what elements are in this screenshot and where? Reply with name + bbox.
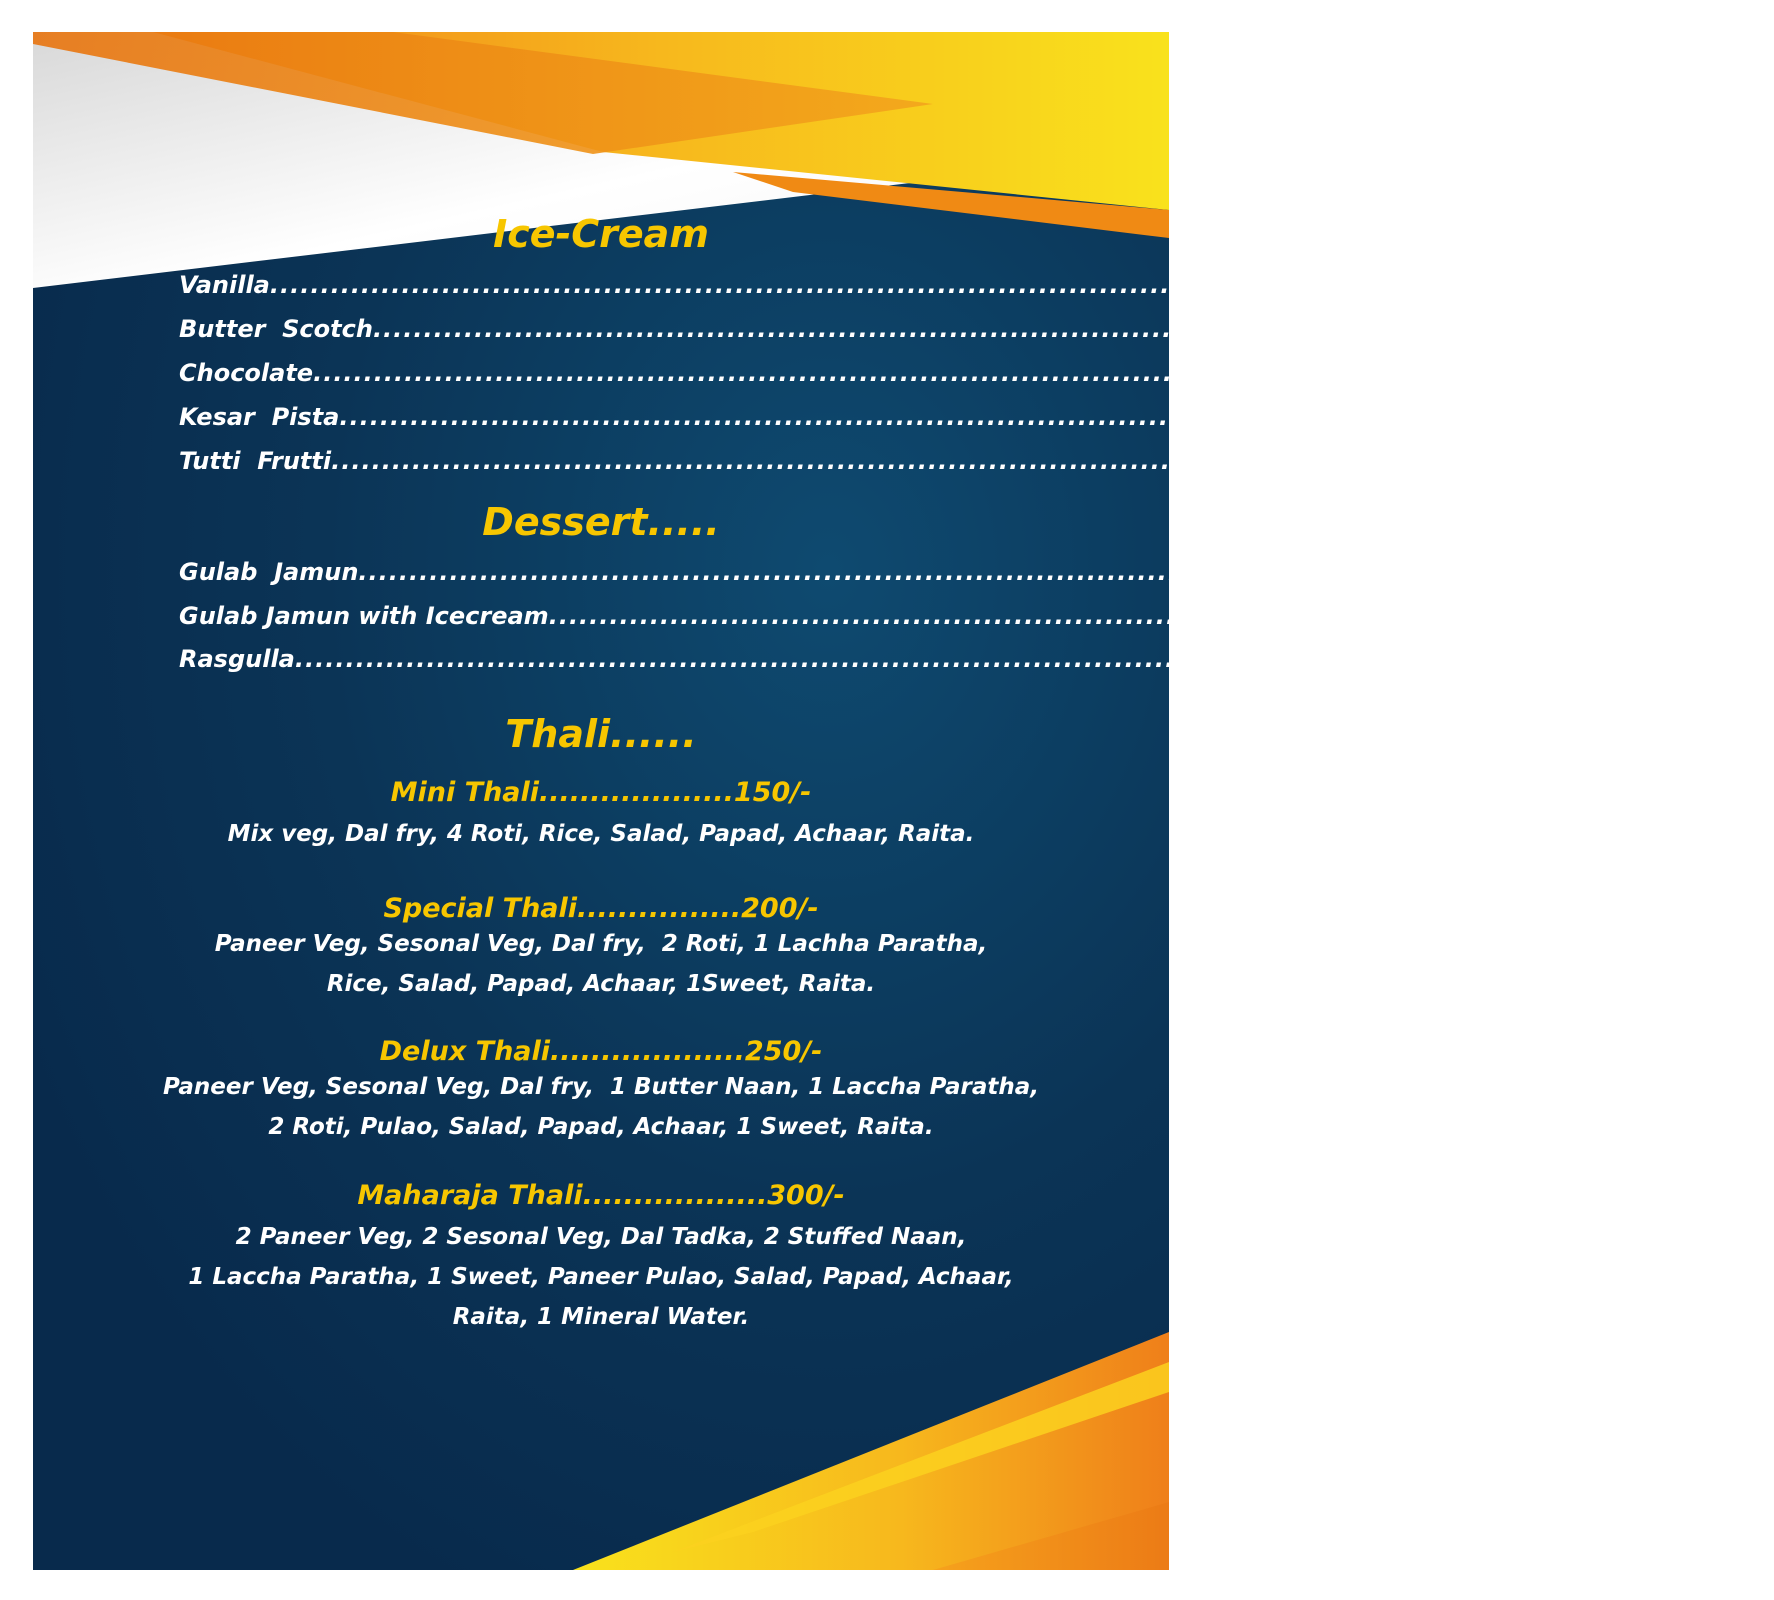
menu-item-kesar-pista [179,401,1566,433]
ice-cream-title: Ice-Cream [493,212,709,256]
menu-item-gulab-jamun-icecream [179,600,1774,632]
delux-thali-line-2: 2 Roti, Pulao, Salad, Papad, Achaar, 1 Sweet, Raita. [268,1114,934,1140]
delux-thali-heading: Delux Thali...................250/- [379,1036,823,1067]
maharaja-thali-line-1: 2 Paneer Veg, 2 Sesonal Veg, Dal Tadka, 2 Stuffed Naan, [235,1224,967,1250]
menu-item-tutti-frutti [179,445,1557,477]
thali-title: Thali...... [505,712,697,756]
dot-leader: .................................................................................................................... [372,315,1547,343]
item-price: 50/- [1443,271,1496,299]
mini-thali-line-1: Mix veg, Dal fry, 4 Roti, Rice, Salad, Papad, Achaar, Raita. [227,821,975,847]
dessert-title: Dessert..... [482,500,720,544]
delux-thali-line-1: Paneer Veg, Sesonal Veg, Dal fry, 1 Butter Naan, 1 Laccha Paratha, [163,1074,1039,1100]
dot-leader: .................................................................................................................... [313,359,1487,387]
item-name: Tutti Frutti [179,447,332,475]
dot-leader: .................................................................................................................... [269,271,1444,299]
item-name: Chocolate [179,359,314,387]
item-name: Vanilla [179,271,270,299]
item-name: Gulab Jamun with Icecream [179,602,549,630]
maharaja-thali-heading: Maharaja Thali..................300/- [357,1180,845,1211]
menu-item-gulab-jamun [179,556,1585,588]
item-name: Kesar Pista [179,403,340,431]
special-thali-heading: Special Thali................200/- [383,893,819,924]
menu-content [33,32,1774,1570]
item-price: 25/- [1532,558,1585,586]
menu-item-rasgulla [179,643,1521,675]
dot-leader: .................................................................................................................... [339,403,1513,431]
menu-item-chocolate [179,357,1539,389]
item-name: Gulab Jamun [179,558,359,586]
item-name: Rasgulla [179,645,295,673]
maharaja-thali-line-2: 1 Laccha Paratha, 1 Sweet, Paneer Pulao, Salad, Papad, Achaar, [188,1264,1014,1290]
item-price: 70/- [1546,315,1599,343]
special-thali-line-1: Paneer Veg, Sesonal Veg, Dal fry, 2 Roti, 1 Lachha Paratha, [214,931,988,957]
mini-thali-heading: Mini Thali...................150/- [390,777,812,808]
menu-card [33,32,1774,1570]
dot-leader: .................................................................................................................... [358,558,1532,586]
dot-leader: .................................................................................................................... [294,645,1469,673]
dot-leader: .................................................................................................................... [331,447,1505,475]
dot-leader: .................................................................................................................... [548,602,1723,630]
menu-item-vanilla [179,269,1496,301]
item-name: Butter Scotch [179,315,373,343]
item-price: 70/- [1486,359,1539,387]
item-price: 25/- [1468,645,1521,673]
menu-item-butter-scotch [179,313,1599,345]
maharaja-thali-line-3: Raita, 1 Mineral Water. [452,1304,750,1330]
item-price: 50/- [1722,602,1774,630]
special-thali-line-2: Rice, Salad, Papad, Achaar, 1Sweet, Raita. [326,971,876,997]
item-price: 80/- [1512,403,1566,431]
item-price: 70/- [1504,447,1557,475]
